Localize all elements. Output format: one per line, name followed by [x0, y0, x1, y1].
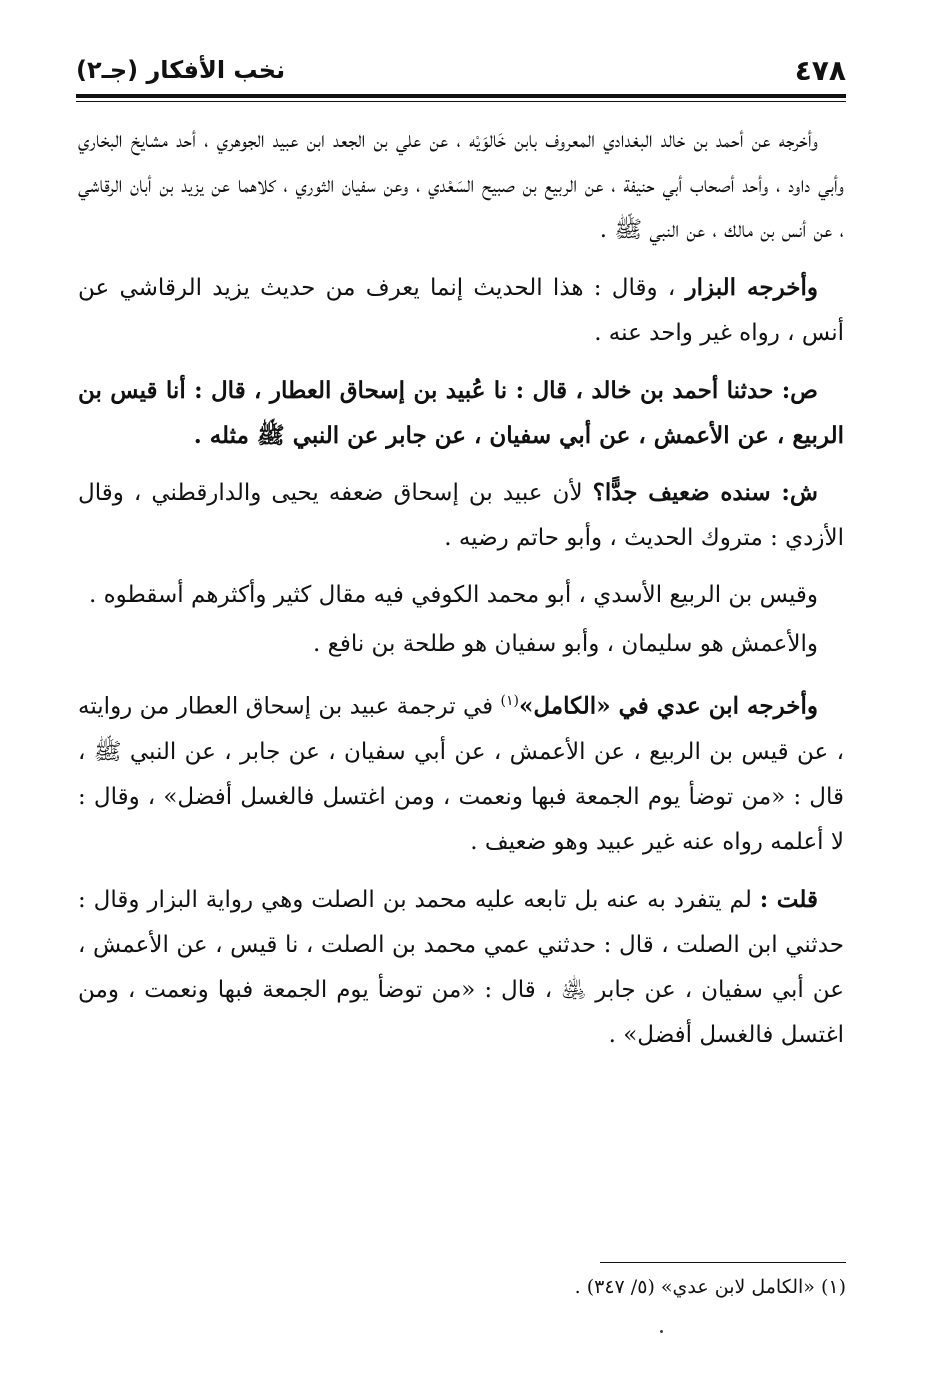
- book-title: نخب الأفكار (جـ٢): [76, 56, 286, 84]
- paragraph-2-lead: وأخرجه البزار: [685, 274, 818, 301]
- paragraph-6: والأعمش هو سليمان ، وأبو سفيان هو طلحة بن نافع .: [312, 631, 818, 657]
- header-rule-thin: [76, 101, 846, 102]
- paragraph-8: [78, 877, 844, 1058]
- paragraph-1: وأخرجه عن أحمد بن خالد البغدادي المعروف بابن خَالوَيْه ، عن علي بن الجعد ابن عبيد الجوهري ، أحد مشايخ البخاري وأبي داود ، وأحد أصحاب أبي حنيفة ، عن الربيع بن صبيح السَعْدي ، وعن سفيان الثوري ، كلاهما عن يزيد بن أبان الرقاشي ، عن أنس بن مالك ، عن النبي ﷺ .: [78, 127, 844, 243]
- paragraph-7-lead: وأخرجه ابن عدي في «الكامل»: [518, 692, 818, 720]
- paragraph-8-lead: قلت :: [759, 885, 818, 913]
- footnote: (١) «الكامل لابن عدي» (٥/ ٣٤٧) .: [574, 1276, 846, 1298]
- paragraph-2: [78, 265, 844, 356]
- paragraph-4-lead: ش: سنده ضعيف جدًّا؟: [592, 479, 818, 506]
- paragraph-3: ص: حدثنا أحمد بن خالد ، قال : نا عُبيد بن إسحاق العطار ، قال : أنا قيس بن الربيع ، عن الأعمش ، عن أبي سفيان ، عن جابر عن النبي ﷺ مثله .: [78, 377, 844, 449]
- page-speck: [660, 1330, 663, 1333]
- paragraph-2-text: ، وقال : هذا الحديث إنما يعرف من حديث يزيد الرقاشي عن أنس ، رواه غير واحد عنه .: [78, 275, 844, 346]
- footnote-ref[interactable]: (١): [500, 693, 519, 709]
- page-header: [76, 48, 846, 92]
- body-text: [78, 118, 844, 1070]
- paragraph-4-text: لأن عبيد بن إسحاق ضعفه يحيى والدارقطني ، وقال الأزدي : متروك الحديث ، وأبو حاتم رضيه .: [78, 480, 844, 551]
- paragraph-7: [78, 679, 844, 865]
- paragraph-7-text: في ترجمة عبيد بن إسحاق العطار من روايته ، عن قيس بن الربيع ، عن الأعمش ، عن أبي سفيان ، عن جابر ، عن النبي ﷺ ، قال : «من توضأ يوم الجمعة فبها ونعمت ، ومن اغتسل فالغسل أفضل» ، وقال : لا أعلمه رواه عنه غير عبيد وهو ضعيف .: [78, 693, 844, 855]
- header-rule-thick: [76, 94, 846, 98]
- paragraph-8-text: لم يتفرد به عنه بل تابعه عليه محمد بن الصلت وهي رواية البزار وقال : حدثني ابن الصلت ، قال : حدثني عمي محمد بن الصلت ، نا قيس ، عن الأعمش ، عن أبي سفيان ، عن جابر ﵁ ، قال : «من توضأ يوم الجمعة فبها ونعمت ، ومن اغتسل فالغسل أفضل» .: [78, 886, 844, 1048]
- paragraph-5: وقيس بن الربيع الأسدي ، أبو محمد الكوفي فيه مقال كثير وأكثرهم أسقطوه .: [88, 582, 818, 608]
- page-number: ٤٧٨: [794, 54, 846, 87]
- paragraph-4: [78, 470, 844, 561]
- footnote-separator: [600, 1262, 846, 1263]
